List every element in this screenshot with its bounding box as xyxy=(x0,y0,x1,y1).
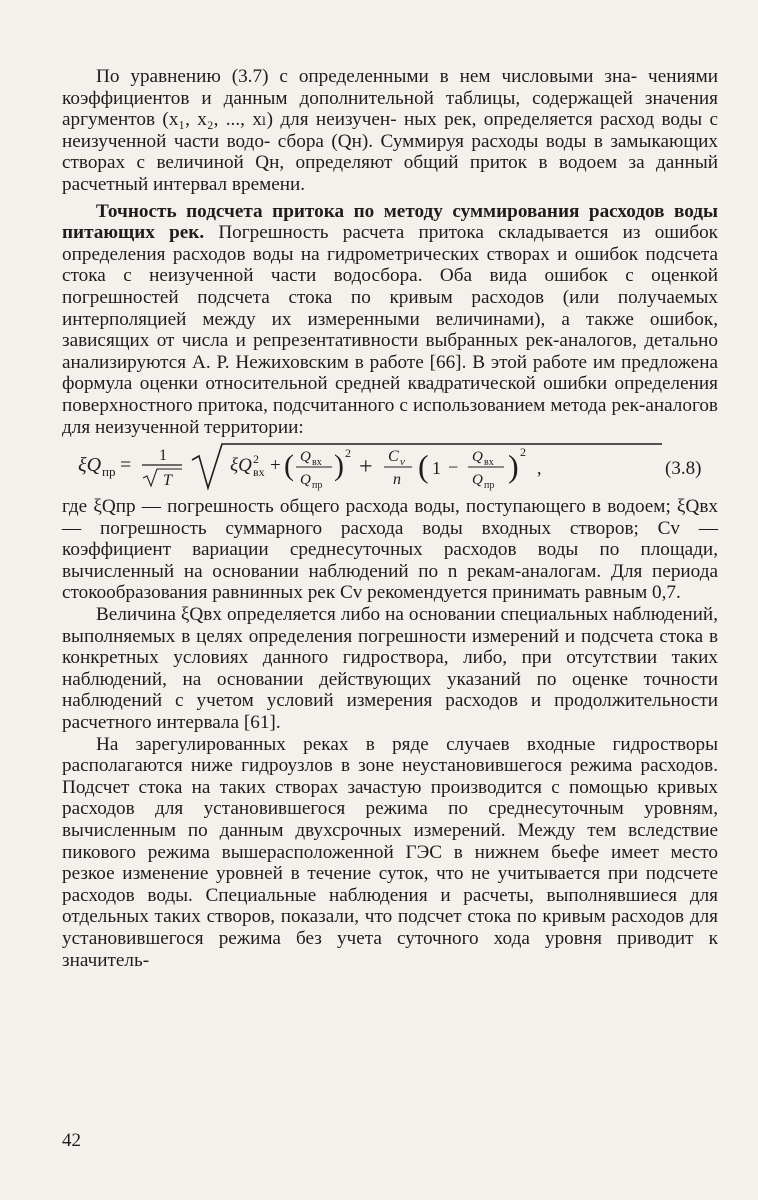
page-body xyxy=(62,66,718,971)
formula-ratio2-num: Q xyxy=(472,449,483,466)
formula-lparen-1: ( xyxy=(284,449,294,483)
formula-minus: − xyxy=(448,457,459,478)
formula-power-1: 2 xyxy=(345,446,351,461)
page-number: 42 xyxy=(62,1130,81,1151)
formula-term1-sub: вх xyxy=(253,465,265,480)
formula-number: (3.8) xyxy=(665,458,702,480)
paragraph-2 xyxy=(62,201,718,439)
formula-lhs: ξQ xyxy=(78,454,102,477)
formula-ratio-num-sub: вх xyxy=(312,457,322,469)
formula-frac-den: T xyxy=(163,472,172,490)
formula-lhs-sub: пр xyxy=(102,464,116,480)
formula-one: 1 xyxy=(432,458,441,479)
p1-line-7: расчетный интервал времени. xyxy=(62,173,306,195)
formula-term1-sup: 2 xyxy=(253,452,259,467)
paragraph-5 xyxy=(62,734,718,972)
p1-line-2: чениями коэффициентов и данным дополнительной таблицы, xyxy=(62,66,718,109)
paragraph-4 xyxy=(62,604,718,734)
p1-line-4: ных рек, определяется расход воды с неизученной части водо- xyxy=(62,109,719,152)
formula-ratio-den-sub: пр xyxy=(312,480,323,492)
formula-ratio-den: Q xyxy=(300,472,311,489)
paragraph-1 xyxy=(62,66,718,196)
formula-cv: C xyxy=(388,448,399,466)
p1-line-6: с величиной Qн, определяют общий приток в водоем за данный xyxy=(136,152,718,174)
formula-frac-num: 1 xyxy=(159,447,167,465)
paragraph-4-text: Величина ξQвх определяется либо на основании специальных наблюдений, выполняемых в целях определения погрешности измерений и подсчета стока в конкретных условиях данного гидроствора, либо, при отсутствии таких наблюдений, на основании действующих указаний по оценке точности наблюдений с учетом условий измерения расходов и продолжительности расчетного интервала [61]. xyxy=(62,604,718,734)
paragraph-5-text: На зарегулированных реках в ряде случаев входные гидростворы располагаются ниже гидроузлов в зоне неустановившегося режима расходов. Подсчет стока на таких створах зачастую производится с помощью кривых расходов для установившегося режима по среднесуточным уровням, вычисленным по данным двухсрочных измерений. Между тем вследствие пикового режима вышерасположенной ГЭС в нижнем бьефе имеет место резкое изменение уровней в течение суток, что не учитывается при подсчете расходов воды. Специальные наблюдения и расчеты, выполнявшиеся для отдельных таких створов, показали, что подсчет стока по кривым расходов для установившегося режима без учета суточного хода уровня приводит к значитель- xyxy=(62,733,718,971)
formula-ratio2-num-sub: вх xyxy=(484,457,494,469)
formula-3-8 xyxy=(62,438,718,496)
formula-power-2: 2 xyxy=(520,445,526,460)
p1-line-3: содержащей значения аргументов (x₁, x₂, ..., xₗ) для неизучен- xyxy=(62,87,718,131)
formula-equals: = xyxy=(120,454,132,477)
formula-cv-sub: v xyxy=(400,456,405,469)
formula-ratio2-den-sub: пр xyxy=(484,480,495,492)
formula-svg xyxy=(62,438,718,496)
formula-ratio-num: Q xyxy=(300,449,311,466)
paragraph-3 xyxy=(62,496,718,604)
p1-line-5: сбора (Qн). Суммируя расходы воды в замыкающих створах xyxy=(62,130,718,174)
formula-plus-2: + xyxy=(359,454,373,481)
formula-n: n xyxy=(393,471,401,489)
paragraph-2-text: Погрешность расчета притока складывается из ошибок определения расходов воды на гидрометрических створах и ошибок подсчета стока с неизученной части водосбора. Оба вида ошибок с оценкой погрешностей подсчета стока по кривым расходов (или получаемых интерполяцией между их измеренными величинами), а также ошибок, зависящих от числа и репрезентативности выбранных рек-аналогов, детально анализируются А. Р. Нежиховским в работе [66]. В этой работе им предложена формула оценки относительной средней квадратической ошибки определения поверхностного притока, подсчитанного с использованием метода рек-аналогов для неизученной территории: xyxy=(62,222,719,438)
formula-lparen-2: ( xyxy=(418,448,429,485)
formula-comma: , xyxy=(537,458,542,479)
paragraph-3-text: где ξQпр — погрешность общего расхода воды, поступающего в водоем; ξQвх — погрешность суммарного расхода воды входных створов; Cv — коэффициент вариации среднесуточных расходов воды по площади, вычисленный на основании наблюдений по n рекам-аналогам. Для периода стокообразования равнинных рек Cv рекомендуется принимать равным 0,7. xyxy=(62,496,718,604)
p1-line-1: По уравнению (3.7) с определенными в нем числовыми зна- xyxy=(96,66,638,87)
formula-rparen-1: ) xyxy=(334,449,344,483)
formula-ratio2-den: Q xyxy=(472,472,483,489)
section-heading: Точность подсчета притока по методу суммирования расходов воды питающих рек. xyxy=(62,200,718,244)
formula-rparen-2: ) xyxy=(508,448,519,485)
formula-plus-1: + xyxy=(270,455,281,477)
formula-term1: ξQ xyxy=(230,455,252,477)
